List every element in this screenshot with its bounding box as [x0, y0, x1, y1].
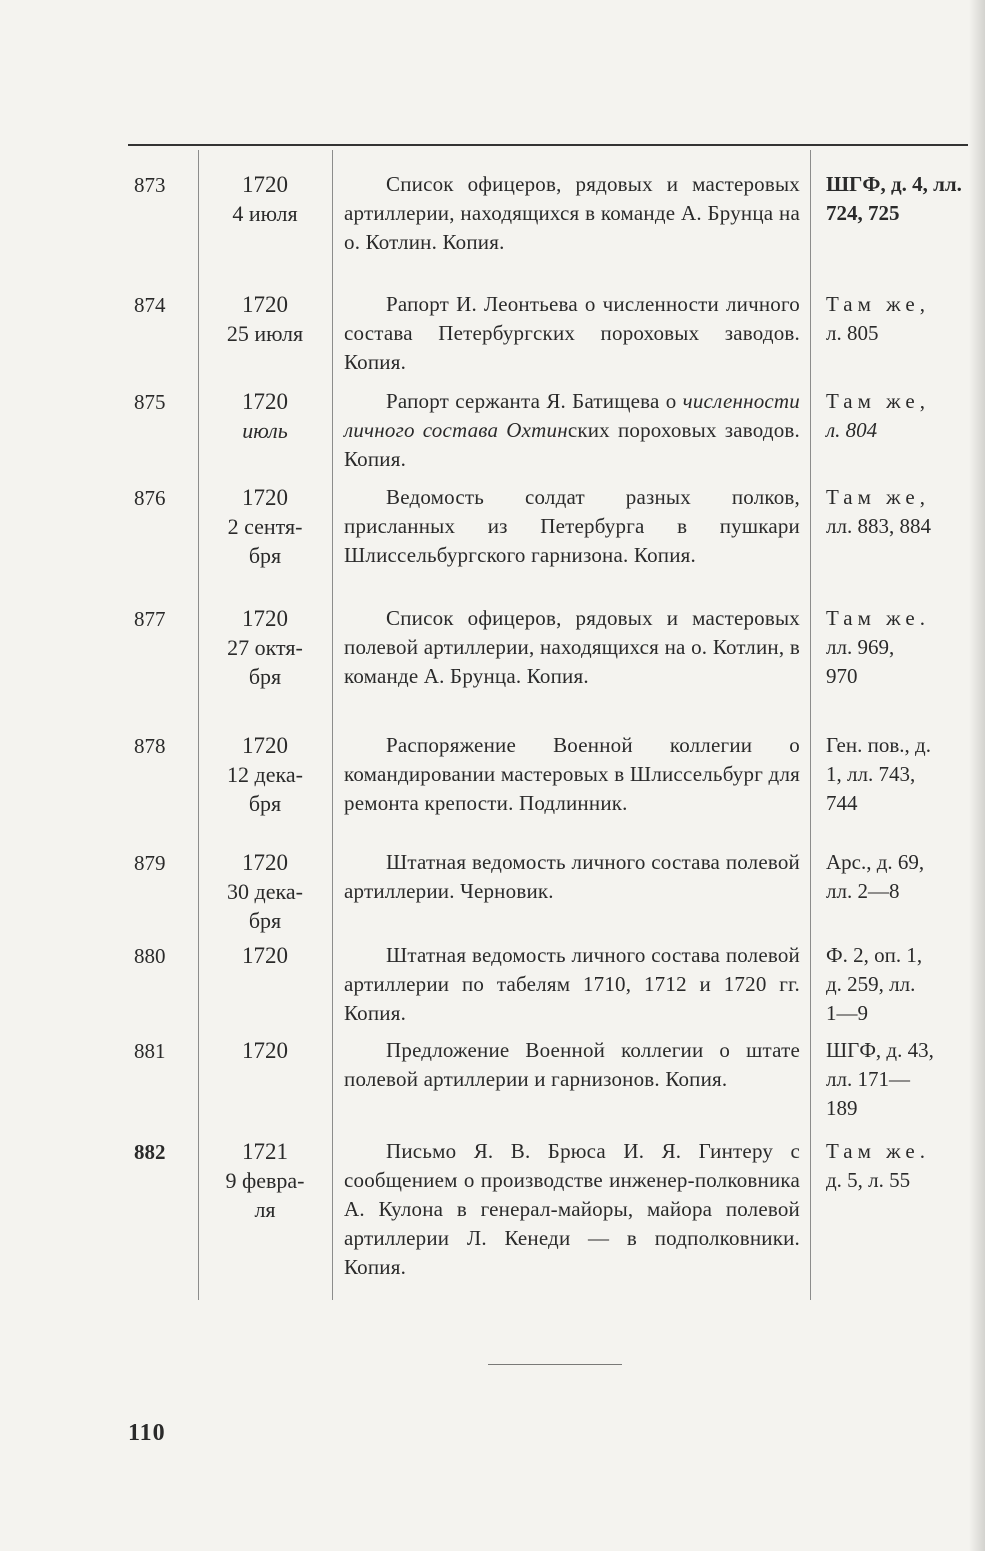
column-divider-description	[810, 150, 811, 1300]
source-reference: Там же.	[826, 606, 930, 630]
entry-number: 876	[134, 486, 166, 510]
entry-description: Письмо Я. В. Брюса И. Я. Гинтеру с сообщением о производстве инженер-полковника А. Кулона в генерал-майоры, майора полевой артиллерии Л. Кенеди — в подполковники. Копия.	[344, 1139, 800, 1279]
entry-day-line2: бря	[248, 908, 282, 933]
entry-year: 1720	[242, 389, 288, 414]
source-line-3: 970	[826, 664, 858, 688]
entry-source	[826, 941, 976, 1028]
entry-source	[826, 1036, 976, 1123]
entry-number: 879	[134, 851, 166, 875]
entry-day: 25 июля	[226, 321, 304, 346]
entry-source	[826, 604, 976, 691]
entry-day-line2: бря	[248, 664, 282, 689]
entry-day: июль	[242, 418, 288, 443]
entry-year: 1720	[242, 943, 288, 968]
entry-description: Штатная ведомость личного состава полевой артиллерии по табелям 1710, 1712 и 1720 гг. Копия.	[344, 943, 800, 1025]
entry-date	[204, 731, 326, 818]
entry-year: 1720	[242, 850, 288, 875]
entry-number: 877	[134, 607, 166, 631]
entry-year: 1721	[242, 1139, 288, 1164]
entry-year: 1720	[242, 606, 288, 631]
description-end: ских пороховых заводов. Копия.	[344, 418, 800, 471]
entry-date	[204, 941, 326, 970]
source-line-1: ШГФ, д. 43,	[826, 1038, 934, 1062]
entry-source	[826, 387, 976, 445]
entry-day-line2: бря	[248, 543, 282, 568]
closing-rule	[488, 1364, 622, 1365]
header-rule	[128, 144, 968, 146]
entry-day-line1: 27 октя-	[227, 635, 303, 660]
column-divider-date	[332, 150, 333, 1300]
entry-year: 1720	[242, 292, 288, 317]
entry-source	[826, 483, 976, 541]
entry-day-line1: 12 дека-	[227, 762, 303, 787]
entry-date	[204, 604, 326, 691]
source-reference: Там же.	[826, 1139, 930, 1163]
entry-date	[204, 290, 326, 348]
source-line-1: Арс., д. 69,	[826, 850, 925, 874]
entry-date	[204, 1137, 326, 1224]
entry-year: 1720	[242, 733, 288, 758]
source-line-3: 189	[826, 1096, 858, 1120]
entry-description: Штатная ведомость личного состава полевой артиллерии. Черновик.	[344, 850, 800, 903]
entry-description: Распоряжение Военной коллегии о командировании мастеровых в Шлиссельбург для ремонта крепости. Подлинник.	[344, 733, 800, 815]
column-divider-number	[198, 150, 199, 1300]
source-reference: Там же,	[826, 389, 930, 413]
entry-day-line1: 30 дека-	[227, 879, 303, 904]
entry-source	[826, 731, 976, 818]
source-reference: Там же,	[826, 292, 930, 316]
source-line-2: лл. 2—8	[826, 879, 900, 903]
description-start: Рапорт сержанта Я. Батищева о	[386, 389, 683, 413]
source-line-2: д. 259, лл.	[826, 972, 916, 996]
entry-date	[204, 170, 326, 228]
source-detail: л. 804	[826, 418, 878, 442]
entry-number: 874	[134, 293, 166, 317]
entry-description: Рапорт И. Леонтьева о численности личного состава Петербургских пороховых заводов. Копия.	[344, 292, 800, 374]
entry-number: 881	[134, 1039, 166, 1063]
source-detail: лл. 883, 884	[826, 514, 931, 538]
source-line-2: лл. 969,	[826, 635, 895, 659]
entry-source: ШГФ, д. 4, лл. 724, 725	[826, 172, 962, 225]
entry-date	[204, 387, 326, 445]
entry-source	[826, 848, 976, 906]
source-line-2: 1, лл. 743,	[826, 762, 916, 786]
entry-day-line2: бря	[248, 791, 282, 816]
source-detail: л. 805	[826, 321, 879, 345]
entry-day: 4 июля	[232, 201, 298, 226]
source-line-1: Ф. 2, оп. 1,	[826, 943, 923, 967]
source-line-3: 744	[826, 791, 858, 815]
entry-year: 1720	[242, 172, 288, 197]
entry-description: Список офицеров, рядовых и мастеровых артиллерии, находящихся в команде А. Брунца на о. Котлин. Копия.	[344, 172, 800, 254]
entry-date	[204, 1036, 326, 1065]
description-italic: численности личного состава Охтин	[344, 389, 800, 442]
entry-year: 1720	[242, 1038, 288, 1063]
entry-number: 878	[134, 734, 166, 758]
source-reference: Там же,	[826, 485, 930, 509]
entry-description: Ведомость солдат разных полков, присланных из Петербурга в пушкари Шлиссельбургского гарнизона. Копия.	[344, 485, 800, 567]
source-detail: д. 5, л. 55	[826, 1168, 911, 1192]
source-line-2: лл. 171—	[826, 1067, 910, 1091]
entry-number: 873	[134, 173, 166, 197]
entry-date	[204, 483, 326, 570]
entry-number: 875	[134, 390, 166, 414]
source-line-1: Ген. пов., д.	[826, 733, 931, 757]
entry-day-line2: ля	[254, 1197, 276, 1222]
entry-date	[204, 848, 326, 935]
entry-description	[344, 387, 800, 474]
entry-number: 880	[134, 944, 166, 968]
source-line-3: 1—9	[826, 1001, 868, 1025]
entry-description: Предложение Военной коллегии о штате полевой артиллерии и гарнизонов. Копия.	[344, 1038, 800, 1091]
entry-source	[826, 290, 976, 348]
entry-number: 882	[134, 1140, 166, 1164]
entry-description: Список офицеров, рядовых и мастеровых полевой артиллерии, находящихся на о. Котлин, в команде А. Брунца. Копия.	[344, 606, 800, 688]
entry-day-line1: 9 февра-	[225, 1168, 305, 1193]
entry-source	[826, 1137, 976, 1195]
entry-year: 1720	[242, 485, 288, 510]
entry-day-line1: 2 сентя-	[227, 514, 303, 539]
page-number: 110	[128, 1420, 166, 1446]
